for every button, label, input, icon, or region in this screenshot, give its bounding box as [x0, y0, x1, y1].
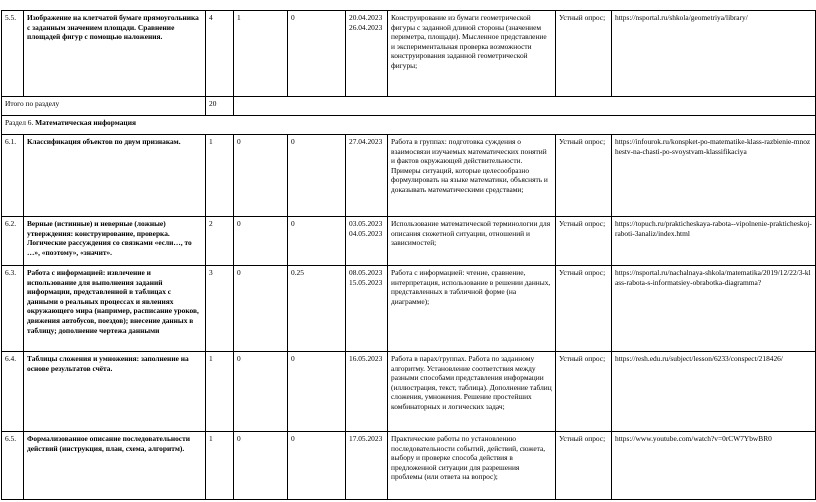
- control-works-cell: 1: [234, 11, 288, 97]
- control-works-cell: 0: [234, 217, 288, 266]
- resource-link[interactable]: https://nsportal.ru/nachalnaya-shkola/matematika/2019/12/22/3-klass-rabota-s-informatsiey-obrabotka-diagramma?: [612, 266, 816, 352]
- control-form-cell: Устный опрос;: [556, 266, 612, 352]
- row-number: 5.5.: [2, 11, 24, 97]
- activity-cell: Работа в парах/группах. Работа по заданному алгоритму. Установление соответствия между разными способами представления информации (иллюстрация, текст, таблица). Дополнение таблиц сложения, умножения. Решение простейших комбинаторных и логических задач;: [388, 352, 556, 432]
- dates-cell: [346, 217, 388, 266]
- practical-works-cell: 0: [288, 217, 346, 266]
- hours-cell: 2: [206, 217, 234, 266]
- date: 03.05.2023: [349, 219, 383, 228]
- topic-cell: Изображение на клетчатой бумаге прямоугольника с заданным значением площади. Сравнение площадей фигур с помощью наложения.: [24, 11, 206, 97]
- control-works-cell: 0: [234, 352, 288, 432]
- dates-cell: [346, 135, 388, 217]
- date: 17.05.2023: [349, 434, 383, 443]
- dates-cell: [346, 266, 388, 352]
- section-heading: [2, 116, 816, 135]
- dates-cell: [346, 432, 388, 500]
- resource-link[interactable]: https://nsportal.ru/shkola/geometriya/library/: [612, 11, 816, 97]
- control-works-cell: 0: [234, 135, 288, 217]
- practical-works-cell: 0: [288, 352, 346, 432]
- section-total-hours: 20: [206, 97, 234, 116]
- control-form-cell: Устный опрос;: [556, 432, 612, 500]
- activity-cell: Использование математической терминологии для описания сюжетной ситуации, отношений и зависимостей;: [388, 217, 556, 266]
- resource-link[interactable]: https://resh.edu.ru/subject/lesson/6233/conspect/218426/: [612, 352, 816, 432]
- practical-works-cell: 0: [288, 11, 346, 97]
- section-total-row: [2, 97, 816, 116]
- hours-cell: 4: [206, 11, 234, 97]
- control-form-cell: Устный опрос;: [556, 135, 612, 217]
- date: 27.04.2023: [349, 137, 383, 146]
- curriculum-table: [1, 10, 816, 500]
- practical-works-cell: 0: [288, 135, 346, 217]
- date: 16.05.2023: [349, 354, 383, 363]
- row-number: 6.5.: [2, 432, 24, 500]
- topic-cell: Классификация объектов по двум признакам.: [24, 135, 206, 217]
- table-row: [2, 266, 816, 352]
- row-number: 6.2.: [2, 217, 24, 266]
- topic-cell: Верные (истинные) и неверные (ложные) утверждения: конструирование, проверка. Логические рассуждения со связками «если…, то …», «поэтому», «значит».: [24, 217, 206, 266]
- hours-cell: 1: [206, 352, 234, 432]
- date: 15.05.2023: [349, 277, 383, 287]
- table-row: [2, 352, 816, 432]
- date: 26.04.2023: [349, 22, 383, 32]
- activity-cell: Практические работы по установлению последовательности событий, действий, сюжета, выбору и проверке способа действия в предложенной ситуации для разрешения проблемы (или ответа на вопрос);: [388, 432, 556, 500]
- date: 04.05.2023: [349, 228, 383, 238]
- control-form-cell: Устный опрос;: [556, 11, 612, 97]
- control-works-cell: 0: [234, 432, 288, 500]
- topic-cell: Формализованное описание последовательности действий (инструкция, план, схема, алгоритм).: [24, 432, 206, 500]
- control-works-cell: 0: [234, 266, 288, 352]
- table-row: [2, 432, 816, 500]
- activity-cell: Работа с информацией: чтение, сравнение, интерпретация, использование в решении данных, представленных в табличной форме (на диаграмме);: [388, 266, 556, 352]
- section-prefix: Раздел 6.: [5, 118, 34, 127]
- date: 08.05.2023: [349, 268, 383, 277]
- hours-cell: 1: [206, 432, 234, 500]
- dates-cell: [346, 352, 388, 432]
- section-total-label: Итого по разделу: [2, 97, 206, 116]
- practical-works-cell: 0: [288, 432, 346, 500]
- activity-cell: Работа в группах: подготовка суждения о взаимосвязи изучаемых математических понятий и фактов окружающей действительности. Примеры ситуаций, которые целесообразно формулировать на языке математики, объяснять и доказывать математическими средствами;: [388, 135, 556, 217]
- row-number: 6.1.: [2, 135, 24, 217]
- resource-link[interactable]: https://topuch.ru/prakticheskaya-rabota--vipolnenie-prakticheskoj-raboti-3analiz/index.html: [612, 217, 816, 266]
- resource-link[interactable]: https://infourok.ru/konspket-po-matematike-klass-razbienie-mnozhestv-na-chasti-po-svoystvam-klassifikaciya: [612, 135, 816, 217]
- control-form-cell: Устный опрос;: [556, 352, 612, 432]
- dates-cell: [346, 11, 388, 97]
- activity-cell: Конструирование из бумаги геометрической фигуры с заданной длиной стороны (значением периметра, площади). Мысленное представление и экспериментальная проверка возможности конструирования заданной геометрической фигуры;: [388, 11, 556, 97]
- section-name: Математическая информация: [35, 118, 136, 127]
- control-form-cell: Устный опрос;: [556, 217, 612, 266]
- resource-link[interactable]: https://www.youtube.com/watch?v=0rCW7YbwBR0: [612, 432, 816, 500]
- row-number: 6.4.: [2, 352, 24, 432]
- hours-cell: 3: [206, 266, 234, 352]
- topic-cell: Работа с информацией: извлечение и использование для выполнения заданий информации, представленной в таблицах с данными о реальных процессах и явлениях окружающего мира (например, расписание уроков, движения автобусов, поездов); внесение данных в таблицу; дополнение чертежа данными: [24, 266, 206, 352]
- date: 20.04.2023: [349, 13, 383, 22]
- row-number: 6.3.: [2, 266, 24, 352]
- practical-works-cell: 0.25: [288, 266, 346, 352]
- table-row: [2, 11, 816, 97]
- section-total-empty: [234, 97, 816, 116]
- hours-cell: 1: [206, 135, 234, 217]
- table-row: [2, 135, 816, 217]
- topic-cell: Таблицы сложения и умножения: заполнение на основе результатов счёта.: [24, 352, 206, 432]
- table-row: [2, 217, 816, 266]
- section-heading-row: [2, 116, 816, 135]
